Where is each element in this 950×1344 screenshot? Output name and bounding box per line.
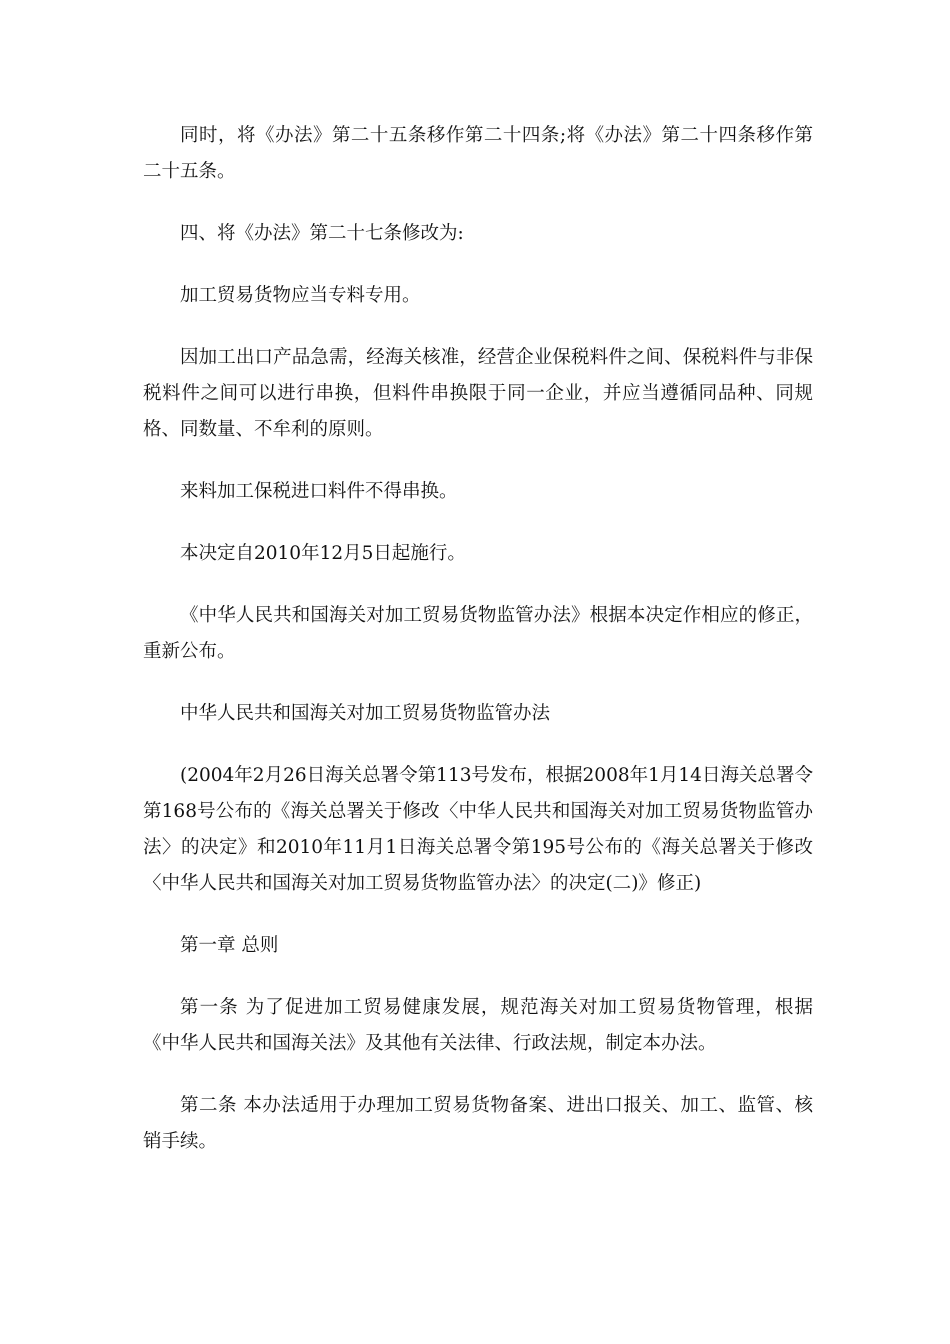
- document-body: [143, 118, 813, 1186]
- paragraph-dedicated-materials: 加工贸易货物应当专料专用。: [180, 285, 421, 306]
- chapter-heading: 第一章 总则: [180, 935, 279, 956]
- paragraph-republish: 《中华人民共和国海关对加工贸易货物监管办法》根据本决定作相应的修正，重新公布。: [143, 605, 813, 662]
- document-title: 中华人民共和国海关对加工贸易货物监管办法: [180, 703, 551, 724]
- paragraph-material-exchange: 因加工出口产品急需，经海关核准，经营企业保税料件之间、保税料件与非保税料件之间可以进行串换，但料件串换限于同一企业，并应当遵循同品种、同规格、同数量、不牟利的原则。: [143, 347, 813, 440]
- article-one: 第一条 为了促进加工贸易健康发展，规范海关对加工贸易货物管理，根据《中华人民共和国海关法》及其他有关法律、行政法规，制定本办法。: [143, 997, 813, 1054]
- paragraph-article-move: 同时，将《办法》第二十五条移作第二十四条;将《办法》第二十四条移作第二十五条。: [143, 125, 813, 182]
- paragraph-no-exchange: 来料加工保税进口料件不得串换。: [180, 481, 458, 502]
- paragraph-item-four: 四、将《办法》第二十七条修改为:: [180, 223, 464, 244]
- article-two: 第二条 本办法适用于办理加工贸易货物备案、进出口报关、加工、监管、核销手续。: [143, 1095, 813, 1152]
- paragraph-issuance-note: (2004年2月26日海关总署令第113号发布，根据2008年1月14日海关总署令第168号公布的《海关总署关于修改〈中华人民共和国海关对加工贸易货物监管办法〉的决定》和2010年11月1日海关总署令第195号公布的《海关总署关于修改〈中华人民共和国海关对加工贸易货物监管办法〉的决定(二)》修正): [143, 765, 813, 894]
- paragraph-effective-date: 本决定自2010年12月5日起施行。: [180, 543, 466, 564]
